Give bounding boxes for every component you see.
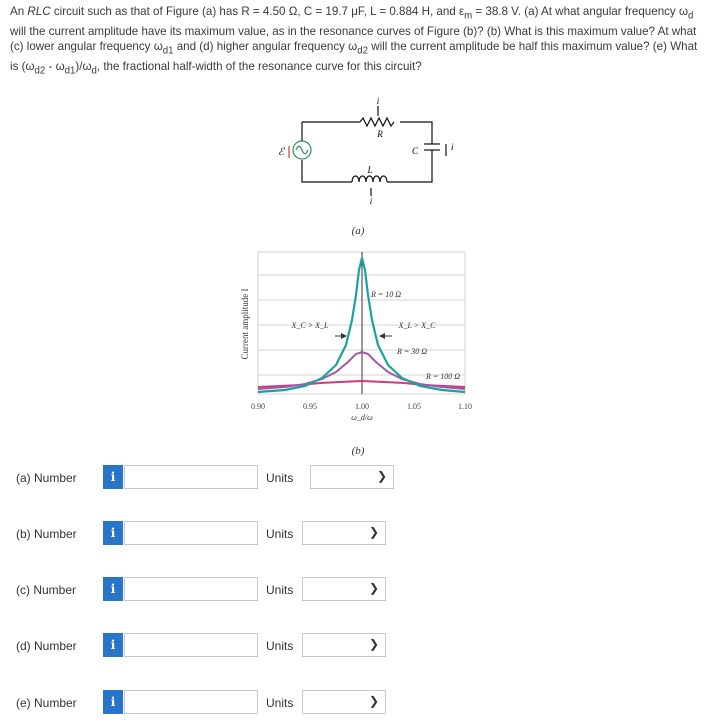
- number-input-a[interactable]: [124, 465, 258, 489]
- units-select-a[interactable]: [310, 465, 394, 489]
- resistor-symbol: [360, 118, 394, 126]
- number-input-b[interactable]: [124, 521, 258, 545]
- current-label-right: i: [451, 142, 454, 152]
- chevron-down-icon: ❯: [376, 469, 387, 483]
- inductor-label: L: [367, 165, 373, 175]
- figure-a-caption: (a): [351, 225, 365, 237]
- answer-row-c: [0, 577, 707, 605]
- units-label: Units: [266, 583, 294, 597]
- number-input-e[interactable]: [124, 690, 258, 714]
- number-input-d[interactable]: [124, 633, 258, 657]
- units-label: Units: [266, 471, 294, 485]
- current-label-top: i: [376, 96, 380, 106]
- info-icon[interactable]: i: [103, 633, 123, 657]
- answer-row-a: [0, 465, 707, 493]
- figure-b-caption: (b): [351, 445, 365, 457]
- units-select-d[interactable]: [302, 633, 386, 657]
- units-label: Units: [266, 696, 294, 710]
- part-label: (b) Number: [16, 527, 77, 541]
- x-tick-label: 0.90: [251, 402, 265, 411]
- chevron-down-icon: ❯: [368, 581, 379, 595]
- x-tick-label: 0.95: [303, 402, 317, 411]
- chevron-down-icon: ❯: [368, 525, 379, 539]
- part-label: (a) Number: [16, 471, 77, 485]
- resistor-label: R: [377, 129, 383, 139]
- x-tick-label: 1.00: [355, 402, 369, 411]
- chevron-down-icon: ❯: [368, 694, 379, 708]
- current-label-bottom: i: [369, 196, 373, 206]
- units-label: Units: [266, 639, 294, 653]
- info-icon[interactable]: i: [103, 577, 123, 601]
- x-tick-label: 1.05: [407, 402, 421, 411]
- x-axis-label: ω_d/ω: [351, 413, 373, 422]
- question-text: An RLC circuit such as that of Figure (a) has R = 4.50 Ω, C = 19.7 μF, L = 0.884 H, and $\varepsilon_m = 38.8$ V. (a) At what angular frequency $\omega_d$ will the current amplitude have its maximum value, as in the resonance curves of Figure (b)? (b) What is this maximum value? At what (c) lower angular frequency $\omega_{d1}$ and (d) higher angular frequency $\omega_{d2}$ will the current amplitude be half this maximum value? (e) What is $(\omega_{d2} - \omega_{d1})/\omega_d$, the fractional half-width of the resonance curve for this circuit?: [10, 5, 698, 77]
- units-select-e[interactable]: [302, 690, 386, 714]
- number-input-c[interactable]: [124, 577, 258, 601]
- xc-gt-xl-label: X_C > X_L: [291, 321, 329, 330]
- part-label: (e) Number: [16, 696, 77, 710]
- info-icon[interactable]: i: [103, 690, 123, 714]
- units-label: Units: [266, 527, 294, 541]
- emf-label: ℰ: [277, 147, 285, 158]
- answer-row-e: [0, 690, 707, 718]
- part-label: (d) Number: [16, 639, 77, 653]
- chevron-down-icon: ❯: [368, 637, 379, 651]
- r30-label: R = 30 Ω: [397, 347, 428, 356]
- xl-gt-xc-label: X_L > X_C: [398, 321, 436, 330]
- units-select-c[interactable]: [302, 577, 386, 601]
- x-tick-label: 1.10: [458, 402, 472, 411]
- circuit-diagram: [289, 106, 446, 196]
- info-icon[interactable]: i: [103, 465, 123, 489]
- answer-row-d: [0, 633, 707, 661]
- inductor-symbol: [352, 176, 392, 182]
- r100-label: R = 100 Ω: [426, 372, 461, 381]
- r10-label: R = 10 Ω: [371, 290, 402, 299]
- capacitor-label: C: [411, 146, 418, 156]
- answer-row-b: [0, 521, 707, 549]
- y-axis-label: Current amplitude I: [240, 288, 250, 360]
- units-select-b[interactable]: [302, 521, 386, 545]
- info-icon[interactable]: i: [103, 521, 123, 545]
- part-label: (c) Number: [16, 583, 77, 597]
